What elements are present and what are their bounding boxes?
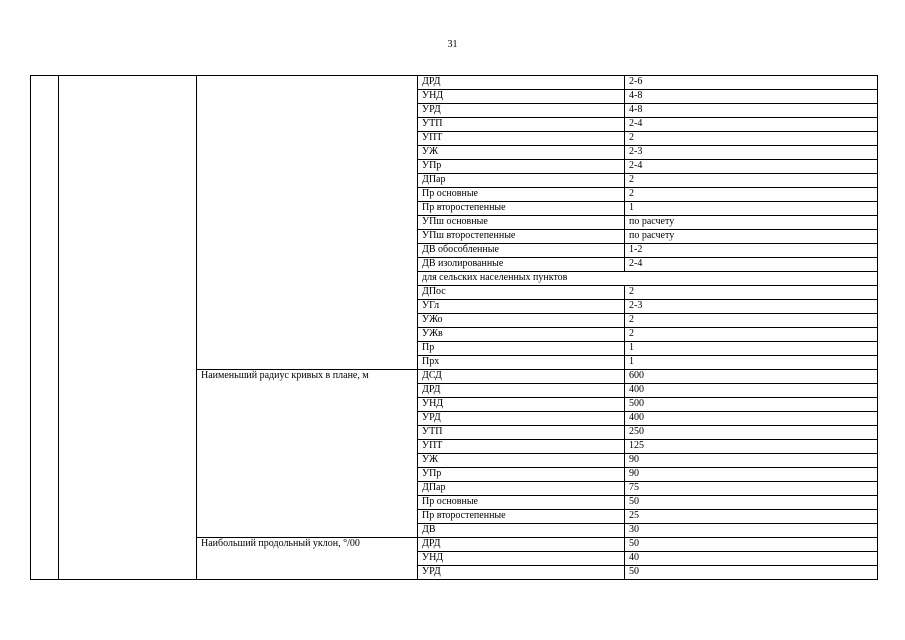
street-type-cell: Пр второстепенные	[418, 510, 625, 524]
value-cell: 2-3	[625, 146, 878, 160]
value-cell: 2	[625, 188, 878, 202]
street-type-cell: ДВ изолированные	[418, 258, 625, 272]
value-cell: 2	[625, 328, 878, 342]
street-type-cell: Пр основные	[418, 496, 625, 510]
value-cell: 2-6	[625, 76, 878, 90]
value-cell: 4-8	[625, 104, 878, 118]
value-cell: 2	[625, 314, 878, 328]
value-cell: 30	[625, 524, 878, 538]
street-type-cell: УТП	[418, 118, 625, 132]
street-type-cell: ДПар	[418, 482, 625, 496]
category-cell	[59, 76, 197, 580]
street-type-cell: ДПос	[418, 286, 625, 300]
street-type-cell: Прх	[418, 356, 625, 370]
value-cell: 75	[625, 482, 878, 496]
value-cell: 2	[625, 174, 878, 188]
road-parameters-table	[30, 75, 878, 580]
value-cell: 4-8	[625, 90, 878, 104]
street-type-cell: ДВ обособленные	[418, 244, 625, 258]
street-type-cell: ДСД	[418, 370, 625, 384]
value-cell: 90	[625, 454, 878, 468]
street-type-cell: УНД	[418, 90, 625, 104]
value-cell: 50	[625, 496, 878, 510]
page-number: 31	[447, 39, 458, 50]
value-cell: 1-2	[625, 244, 878, 258]
value-cell: 90	[625, 468, 878, 482]
value-cell: 2-4	[625, 118, 878, 132]
value-cell: 2-3	[625, 300, 878, 314]
value-cell: 2-4	[625, 258, 878, 272]
value-cell: 50	[625, 566, 878, 580]
street-type-cell: Пр второстепенные	[418, 202, 625, 216]
street-type-cell: УЖ	[418, 454, 625, 468]
street-type-cell: УПр	[418, 160, 625, 174]
value-cell: 40	[625, 552, 878, 566]
street-type-cell: УПш второстепенные	[418, 230, 625, 244]
value-cell: 400	[625, 384, 878, 398]
value-cell: 1	[625, 356, 878, 370]
street-type-cell: ДВ	[418, 524, 625, 538]
street-type-cell: УПТ	[418, 132, 625, 146]
street-type-cell: УРД	[418, 412, 625, 426]
table-row	[31, 76, 878, 90]
value-cell: 600	[625, 370, 878, 384]
street-type-cell: УНД	[418, 552, 625, 566]
value-cell: по расчету	[625, 216, 878, 230]
value-cell: 500	[625, 398, 878, 412]
street-type-cell: УРД	[418, 566, 625, 580]
parameter-cell	[197, 76, 418, 370]
value-cell: по расчету	[625, 230, 878, 244]
value-cell: 2	[625, 132, 878, 146]
street-type-cell: УПТ	[418, 440, 625, 454]
street-type-cell: ДРД	[418, 538, 625, 552]
street-type-cell: ДПар	[418, 174, 625, 188]
street-type-cell: УТП	[418, 426, 625, 440]
street-type-cell: ДРД	[418, 384, 625, 398]
street-type-cell: УРД	[418, 104, 625, 118]
value-cell: 1	[625, 342, 878, 356]
value-cell: 50	[625, 538, 878, 552]
street-type-cell: ДРД	[418, 76, 625, 90]
value-cell: 250	[625, 426, 878, 440]
street-type-cell: УПр	[418, 468, 625, 482]
street-type-cell: УНД	[418, 398, 625, 412]
parameter-cell: Наименьший радиус кривых в плане, м	[197, 370, 418, 538]
parameter-cell: Наибольший продольный уклон, °/00	[197, 538, 418, 580]
section-label: для сельских населенных пунктов	[418, 272, 878, 286]
street-type-cell: УПш основные	[418, 216, 625, 230]
row-number-cell	[31, 76, 59, 580]
value-cell: 1	[625, 202, 878, 216]
street-type-cell: Пр	[418, 342, 625, 356]
street-type-cell: УЖв	[418, 328, 625, 342]
street-type-cell: УГл	[418, 300, 625, 314]
value-cell: 2	[625, 286, 878, 300]
street-type-cell: УЖ	[418, 146, 625, 160]
value-cell: 2-4	[625, 160, 878, 174]
value-cell: 400	[625, 412, 878, 426]
value-cell: 125	[625, 440, 878, 454]
value-cell: 25	[625, 510, 878, 524]
street-type-cell: Пр основные	[418, 188, 625, 202]
street-type-cell: УЖо	[418, 314, 625, 328]
